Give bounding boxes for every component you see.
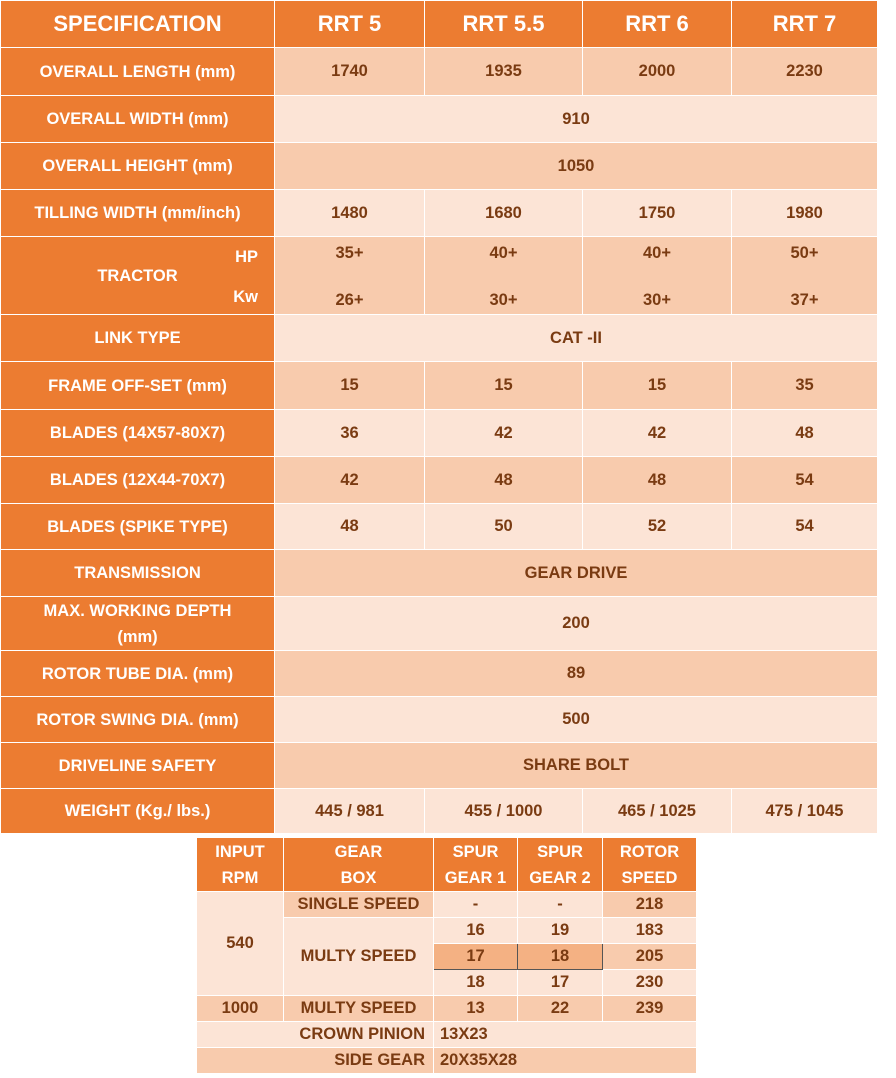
gear2-value: - — [518, 892, 603, 918]
multy-speed-label: MULTY SPEED — [284, 918, 434, 996]
label-working-depth — [1, 597, 275, 651]
rpm-1000: 1000 — [197, 996, 284, 1022]
header-rrt5: RRT 5 — [275, 1, 425, 48]
header-line: GEAR — [334, 842, 383, 861]
cell-value: 89 — [275, 651, 878, 697]
cell-value: 475 / 1045 — [732, 789, 878, 834]
hp-value: 40+ — [643, 243, 671, 262]
label-overall-height: OVERALL HEIGHT (mm) — [1, 143, 275, 190]
cell-value: 42 — [425, 410, 583, 457]
cell-value: 1740 — [275, 48, 425, 96]
spec-header-row — [1, 1, 878, 48]
tractor-cell — [275, 237, 425, 315]
cell-value: 48 — [275, 504, 425, 550]
cell-value: 52 — [583, 504, 732, 550]
kw-value: 30+ — [489, 290, 518, 309]
row-overall-height — [1, 143, 878, 190]
gear-header-row — [197, 838, 697, 892]
header-line: SPUR — [537, 842, 583, 861]
crown-pinion-value: 13X23 — [434, 1022, 697, 1048]
cell-value: GEAR DRIVE — [275, 550, 878, 597]
label-tilling-width: TILLING WIDTH (mm/inch) — [1, 190, 275, 237]
cell-value: 36 — [275, 410, 425, 457]
label-driveline-safety: DRIVELINE SAFETY — [1, 743, 275, 789]
row-blades-spike — [1, 504, 878, 550]
row-link-type — [1, 315, 878, 362]
rpm-540: 540 — [197, 892, 284, 996]
row-blades-14x57 — [1, 410, 878, 457]
gear2-value: 22 — [518, 996, 603, 1022]
header-line: SPUR — [452, 842, 499, 861]
gear2-value: 19 — [518, 918, 603, 944]
cell-value: 1750 — [583, 190, 732, 237]
side-gear-label: SIDE GEAR — [197, 1048, 434, 1074]
cell-value: 48 — [425, 457, 583, 504]
cell-value: 455 / 1000 — [425, 789, 583, 834]
label-rotor-swing: ROTOR SWING DIA. (mm) — [1, 697, 275, 743]
label-link-type: LINK TYPE — [1, 315, 275, 362]
kw-unit-label: Kw — [233, 287, 258, 306]
row-working-depth — [1, 597, 878, 651]
cell-value: 465 / 1025 — [583, 789, 732, 834]
row-overall-length — [1, 48, 878, 96]
gear1-value: 13 — [434, 996, 518, 1022]
label-weight: WEIGHT (Kg./ lbs.) — [1, 789, 275, 834]
row-overall-width — [1, 96, 878, 143]
header-line: INPUT — [215, 842, 265, 861]
gear2-value: 17 — [518, 970, 603, 996]
cell-value: CAT -II — [275, 315, 878, 362]
label-blades-12x44: BLADES (12X44-70X7) — [1, 457, 275, 504]
gear1-value: 16 — [434, 918, 518, 944]
cell-value: 42 — [583, 410, 732, 457]
gear1-value-highlighted: 17 — [434, 944, 518, 970]
cell-value: 15 — [583, 362, 732, 410]
label-overall-width: OVERALL WIDTH (mm) — [1, 96, 275, 143]
cell-value: 1050 — [275, 143, 878, 190]
cell-value: 1480 — [275, 190, 425, 237]
kw-value: 37+ — [790, 290, 819, 309]
gear-row-1000 — [197, 996, 697, 1022]
tractor-label: TRACTOR — [97, 266, 178, 285]
header-input-rpm — [197, 838, 284, 892]
row-rotor-tube — [1, 651, 878, 697]
row-rotor-swing — [1, 697, 878, 743]
label-frame-offset: FRAME OFF-SET (mm) — [1, 362, 275, 410]
cell-value: 15 — [275, 362, 425, 410]
cell-value: 1680 — [425, 190, 583, 237]
hp-unit-label: HP — [235, 247, 258, 266]
rotor-speed-value: 218 — [603, 892, 697, 918]
multy-speed-label: MULTY SPEED — [284, 996, 434, 1022]
cell-value: 48 — [732, 410, 878, 457]
cell-value: 500 — [275, 697, 878, 743]
rotor-speed-value: 239 — [603, 996, 697, 1022]
side-gear-value: 20X35X28 — [434, 1048, 697, 1074]
gear-row-single-speed — [197, 892, 697, 918]
cell-value: 50 — [425, 504, 583, 550]
gear1-value: - — [434, 892, 518, 918]
header-line: BOX — [340, 868, 377, 887]
cell-value: 200 — [275, 597, 878, 651]
cell-value: 42 — [275, 457, 425, 504]
label-tractor — [1, 237, 275, 315]
tractor-cell — [732, 237, 878, 315]
row-blades-12x44 — [1, 457, 878, 504]
gear1-value: 18 — [434, 970, 518, 996]
rotor-speed-value: 230 — [603, 970, 697, 996]
cell-value: 1980 — [732, 190, 878, 237]
gear2-value-highlighted: 18 — [518, 944, 603, 970]
cell-value: 35 — [732, 362, 878, 410]
cell-value: 54 — [732, 457, 878, 504]
header-rrt55: RRT 5.5 — [425, 1, 583, 48]
tractor-cell — [425, 237, 583, 315]
label-rotor-tube: ROTOR TUBE DIA. (mm) — [1, 651, 275, 697]
row-weight — [1, 789, 878, 834]
header-line: RPM — [221, 868, 259, 887]
label-overall-length: OVERALL LENGTH (mm) — [1, 48, 275, 96]
hp-value: 50+ — [790, 243, 819, 262]
cell-value: 910 — [275, 96, 878, 143]
row-tractor — [1, 237, 878, 315]
header-gear-box — [284, 838, 434, 892]
cell-value: 48 — [583, 457, 732, 504]
hp-value: 35+ — [335, 243, 364, 262]
header-line: SPEED — [621, 868, 678, 887]
cell-value: SHARE BOLT — [275, 743, 878, 789]
single-speed-label: SINGLE SPEED — [284, 892, 434, 918]
tractor-cell — [583, 237, 732, 315]
header-rotor-speed — [603, 838, 697, 892]
header-spur-gear-2 — [518, 838, 603, 892]
cell-value: 15 — [425, 362, 583, 410]
working-depth-line2: (mm) — [117, 627, 158, 646]
label-transmission: TRANSMISSION — [1, 550, 275, 597]
label-blades-14x57: BLADES (14X57-80X7) — [1, 410, 275, 457]
cell-value: 1935 — [425, 48, 583, 96]
header-spur-gear-1 — [434, 838, 518, 892]
cell-value: 2230 — [732, 48, 878, 96]
rotor-speed-value: 183 — [603, 918, 697, 944]
rotor-speed-value: 205 — [603, 944, 697, 970]
header-line: GEAR 1 — [444, 868, 507, 887]
row-driveline-safety — [1, 743, 878, 789]
cell-value: 2000 — [583, 48, 732, 96]
row-transmission — [1, 550, 878, 597]
row-frame-offset — [1, 362, 878, 410]
crown-pinion-label: CROWN PINION — [197, 1022, 434, 1048]
header-line: GEAR 2 — [529, 868, 591, 887]
hp-value: 40+ — [489, 243, 518, 262]
header-rrt7: RRT 7 — [732, 1, 878, 48]
gear-table — [196, 837, 697, 1074]
header-rrt6: RRT 6 — [583, 1, 732, 48]
gear-row-side-gear — [197, 1048, 697, 1074]
working-depth-line1: MAX. WORKING DEPTH — [43, 601, 232, 620]
kw-value: 30+ — [643, 290, 671, 309]
kw-value: 26+ — [335, 290, 364, 309]
cell-value: 445 / 981 — [275, 789, 425, 834]
gear-row-crown-pinion — [197, 1022, 697, 1048]
cell-value: 54 — [732, 504, 878, 550]
row-tilling-width — [1, 190, 878, 237]
label-blades-spike: BLADES (SPIKE TYPE) — [1, 504, 275, 550]
header-specification: SPECIFICATION — [1, 1, 275, 48]
header-line: ROTOR — [619, 842, 680, 861]
